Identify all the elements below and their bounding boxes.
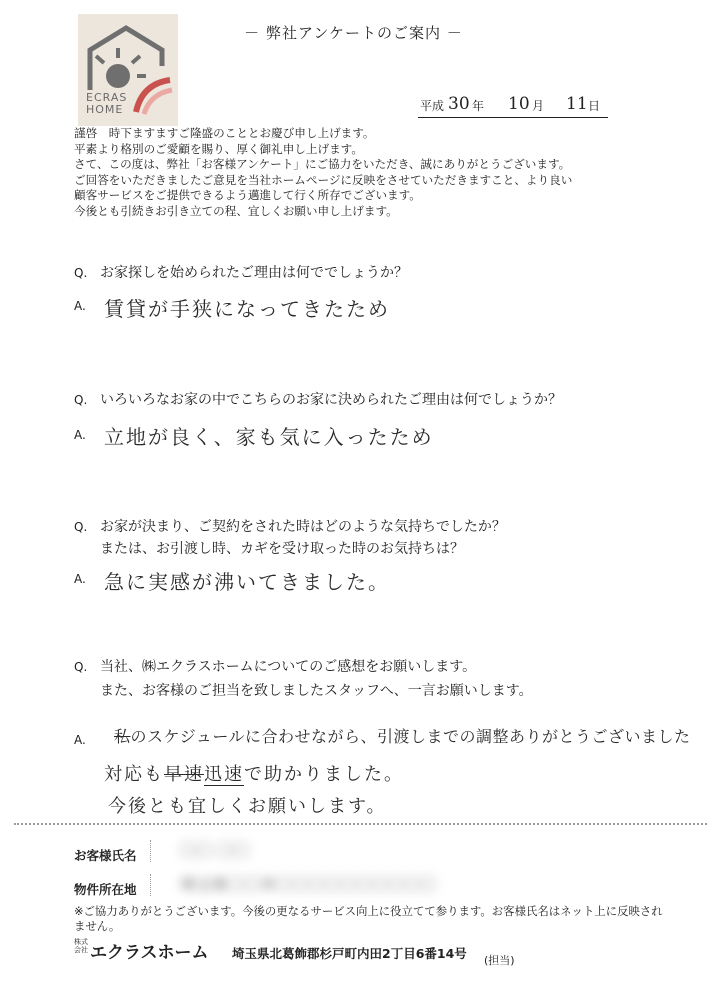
answer-3: 急に実感が沸いてきました。 bbox=[104, 570, 390, 594]
date-month-unit: 月 bbox=[532, 99, 545, 113]
date-day: 11 bbox=[566, 94, 588, 114]
logo-wordmark: ECRAS HOME bbox=[86, 91, 128, 116]
question-1: Q. お家探しを始められたご理由は何ででしょうか？ bbox=[74, 265, 408, 281]
footer-note: ※ご協力ありがとうございます。今後の更なるサービス向上に役立てて参ります。お客様氏名はネット上に反映されません。 bbox=[74, 904, 663, 933]
answer-2: 立地が良く、家も気に入ったため bbox=[104, 425, 434, 449]
staff-in-charge-label: (担当) bbox=[484, 954, 515, 967]
answer-label: A. bbox=[74, 733, 86, 747]
date-month: 10 bbox=[508, 94, 530, 114]
question-4: Q. 当社、㈱エクラスホームについてのご感想をお願いします。 bbox=[74, 659, 477, 675]
date-year-unit: 年 bbox=[472, 99, 485, 113]
page-title: － 弊社アンケートのご案内 － bbox=[244, 24, 463, 42]
section-divider bbox=[14, 823, 707, 825]
customer-name-label: お客様氏名 bbox=[74, 848, 137, 863]
company-address: 埼玉県北葛飾郡杉戸町内田2丁目6番14号 bbox=[232, 946, 467, 961]
company-name: エクラスホーム bbox=[90, 943, 209, 963]
answer-4-line-1: 私のスケジュールに合わせながら、引渡しまでの調整ありがとうございました bbox=[114, 727, 691, 746]
date-year: 30 bbox=[448, 94, 470, 114]
answer-4-line-2: 対応も早速迅速で助かりました。 bbox=[104, 764, 404, 785]
field-separator bbox=[150, 874, 152, 896]
question-2: Q. いろいろなお家の中でこちらのお家に決められたご理由は何でしょうか？ bbox=[74, 392, 562, 408]
answer-label: A. bbox=[74, 428, 86, 442]
question-3-line-2: または、お引渡し時、カギを受け取った時のお気持ちは？ bbox=[100, 541, 464, 557]
question-3: Q. お家が決まり、ご契約をされた時はどのような気持ちでしたか？ bbox=[74, 519, 506, 535]
date-era: 平成 bbox=[420, 99, 445, 113]
company-kind: 株式 会社 bbox=[74, 938, 88, 954]
answer-4-line-3: 今後とも宜しくお願いします。 bbox=[108, 796, 387, 817]
date-day-unit: 日 bbox=[588, 99, 601, 113]
question-4-line-2: また、お客様のご担当を致しましたスタッフへ、一言お願いします。 bbox=[100, 683, 533, 699]
field-separator bbox=[150, 840, 152, 862]
answer-1: 賃貸が手狭になってきたため bbox=[104, 297, 390, 321]
property-location-value: 埼玉県〇〇市〇〇〇〇〇〇〇〇〇〇 bbox=[180, 875, 437, 894]
customer-name-value: 〇〇 〇〇 bbox=[180, 841, 250, 860]
date-field bbox=[418, 95, 608, 118]
answer-label: A. bbox=[74, 572, 86, 586]
answer-label: A. bbox=[74, 299, 86, 313]
property-location-label: 物件所在地 bbox=[74, 882, 137, 897]
greeting-text: 謹啓 時下ますますご隆盛のこととお慶び申し上げます。 平素より格別のご愛顧を賜り、厚く御礼申し上げます。 さて、この度は、弊社「お客様アンケート」にご協力をいただき、誠にありがとうございます。 ご回答をいただきましたご意見を当社ホームページに反映をさせていただきますこと、より良い 顧客サービスをご提供できるよう邁進して行く所存でございます。 今後とも引続きお引き立ての程、宜しくお願い申し上げます。 bbox=[74, 126, 573, 218]
